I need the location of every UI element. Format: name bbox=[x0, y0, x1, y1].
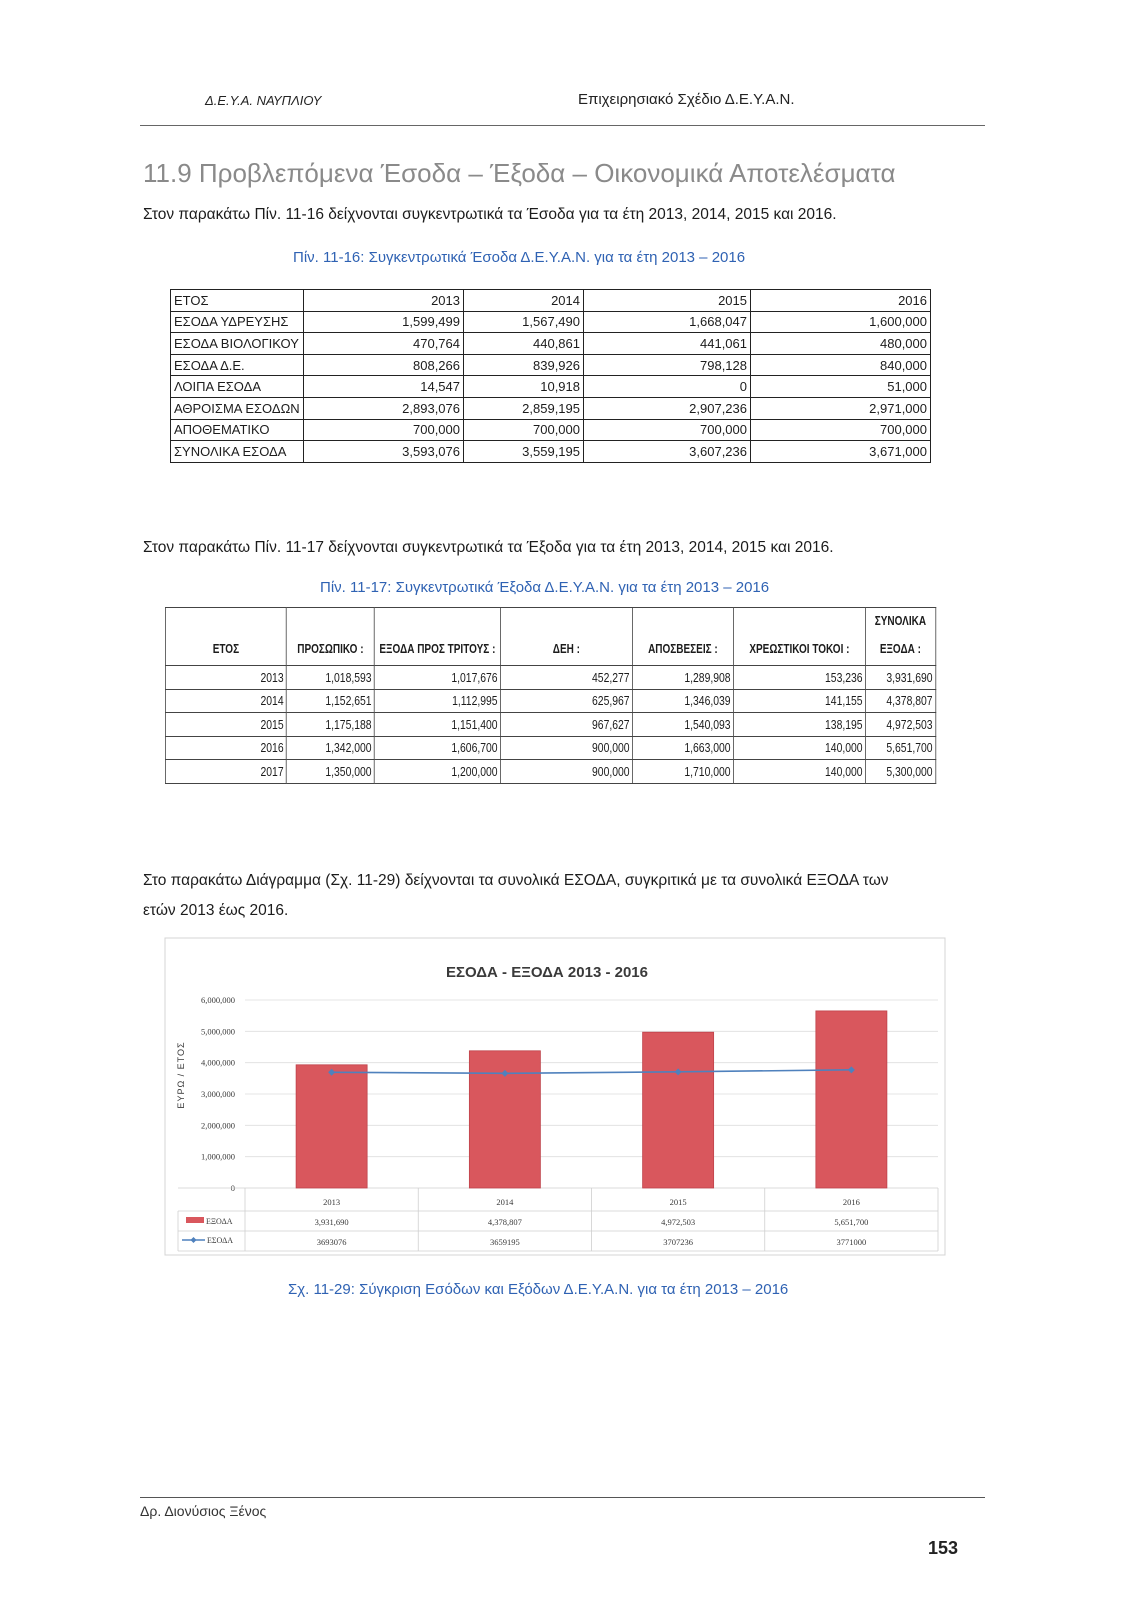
revenue-table-row bbox=[171, 419, 931, 441]
value-cell: 2,859,195 bbox=[464, 397, 584, 419]
total-cell: 3,931,690 bbox=[865, 666, 935, 690]
value-cell: 1,342,000 bbox=[286, 736, 374, 760]
y-tick-label: 0 bbox=[230, 1183, 235, 1193]
revenue-expense-chart bbox=[160, 935, 950, 1260]
expense-table-header-row bbox=[165, 608, 935, 666]
value-cell: 440,861 bbox=[464, 333, 584, 355]
value-cell: 1,289,908 bbox=[632, 666, 733, 690]
value-cell: 3,559,195 bbox=[464, 441, 584, 463]
y-tick-label: 6,000,000 bbox=[201, 995, 235, 1005]
year-cell: 2016 bbox=[165, 736, 286, 760]
expense-bar-2013 bbox=[296, 1065, 367, 1188]
value-cell: 1,151,400 bbox=[374, 713, 500, 737]
expense-value-label: 5,651,700 bbox=[834, 1217, 869, 1227]
footer-author: Δρ. Διονύσιος Ξένος bbox=[140, 1503, 267, 1519]
value-cell: 900,000 bbox=[500, 736, 632, 760]
page-number: 153 bbox=[928, 1538, 959, 1558]
value-cell: 1,600,000 bbox=[751, 311, 931, 333]
legend-income-label: ΕΣΟΔΑ bbox=[207, 1236, 234, 1245]
year-header: 2015 bbox=[584, 290, 751, 312]
revenue-table-row bbox=[171, 333, 931, 355]
column-header-total-line1: ΣΥΝΟΛΙΚΑ bbox=[874, 614, 927, 628]
y-tick-label: 5,000,000 bbox=[201, 1026, 235, 1037]
value-cell: 700,000 bbox=[304, 419, 464, 441]
value-cell: 1,606,700 bbox=[374, 736, 500, 760]
chart-intro-line-2: ετών 2013 έως 2016. bbox=[143, 902, 289, 919]
column-header-interest: ΧΡΕΩΣΤΙΚΟΙ ΤΟΚΟΙ : bbox=[733, 608, 865, 666]
value-cell: 140,000 bbox=[733, 760, 865, 784]
year-cell: 2017 bbox=[165, 760, 286, 784]
expense-table-row bbox=[165, 713, 935, 737]
row-label: ΕΤΟΣ bbox=[171, 290, 304, 312]
revenue-table-row bbox=[171, 397, 931, 419]
revenue-table-row bbox=[171, 311, 931, 333]
row-label: ΣΥΝΟΛΙΚΑ ΕΣΟΔΑ bbox=[171, 441, 304, 463]
total-cell: 4,378,807 bbox=[865, 689, 935, 713]
header-document-title: Επιχειρησιακό Σχέδιο Δ.Ε.Υ.Α.Ν. bbox=[578, 91, 795, 108]
value-cell: 1,152,651 bbox=[286, 689, 374, 713]
column-header-power-utility: ΔΕΗ : bbox=[500, 608, 632, 666]
value-cell: 840,000 bbox=[751, 354, 931, 376]
value-cell: 967,627 bbox=[500, 713, 632, 737]
value-cell: 700,000 bbox=[751, 419, 931, 441]
value-cell: 700,000 bbox=[464, 419, 584, 441]
figure-caption: Σχ. 11-29: Σύγκριση Εσόδων και Εξόδων Δ.Ε.Υ.Α.Ν. για τα έτη 2013 – 2016 bbox=[288, 1281, 789, 1298]
value-cell: 10,918 bbox=[464, 376, 584, 398]
y-tick-label: 3,000,000 bbox=[201, 1089, 235, 1099]
value-cell: 798,128 bbox=[584, 354, 751, 376]
value-cell: 1,112,995 bbox=[374, 689, 500, 713]
revenue-intro-paragraph: Στον παρακάτω Πίν. 11-16 δείχνονται συγκεντρωτικά τα Έσοδα για τα έτη 2013, 2014, 2015 και 2016. bbox=[143, 206, 837, 223]
expense-table-row bbox=[165, 666, 935, 690]
value-cell: 1,710,000 bbox=[632, 760, 733, 784]
value-cell: 839,926 bbox=[464, 354, 584, 376]
value-cell: 2,893,076 bbox=[304, 397, 464, 419]
revenue-table-row bbox=[171, 376, 931, 398]
y-tick-label: 1,000,000 bbox=[201, 1151, 235, 1162]
value-cell: 441,061 bbox=[584, 333, 751, 355]
value-cell: 51,000 bbox=[751, 376, 931, 398]
row-label: ΕΣΟΔΑ Δ.Ε. bbox=[171, 354, 304, 376]
expense-table-row bbox=[165, 736, 935, 760]
income-value-label: 3707236 bbox=[663, 1237, 693, 1247]
category-label: 2014 bbox=[496, 1197, 514, 1207]
expense-table-row bbox=[165, 760, 935, 784]
y-tick-label: 4,000,000 bbox=[201, 1057, 235, 1068]
value-cell: 141,155 bbox=[733, 689, 865, 713]
revenue-table-caption: Πίν. 11-16: Συγκεντρωτικά Έσοδα Δ.Ε.Υ.Α.Ν. για τα έτη 2013 – 2016 bbox=[293, 249, 746, 266]
row-label: ΑΘΡΟΙΣΜΑ ΕΣΟΔΩΝ bbox=[171, 397, 304, 419]
value-cell: 1,175,188 bbox=[286, 713, 374, 737]
expense-value-label: 4,378,807 bbox=[487, 1217, 522, 1227]
value-cell: 1,200,000 bbox=[374, 760, 500, 784]
column-header-depreciation: ΑΠΟΣΒΕΣΕΙΣ : bbox=[632, 608, 733, 666]
value-cell: 140,000 bbox=[733, 736, 865, 760]
year-header: 2014 bbox=[464, 290, 584, 312]
revenue-table bbox=[170, 289, 931, 463]
y-tick-label: 2,000,000 bbox=[201, 1120, 235, 1131]
value-cell: 452,277 bbox=[500, 666, 632, 690]
value-cell: 3,671,000 bbox=[751, 441, 931, 463]
value-cell: 1,350,000 bbox=[286, 760, 374, 784]
value-cell: 625,967 bbox=[500, 689, 632, 713]
footer-divider bbox=[140, 1497, 985, 1498]
value-cell: 480,000 bbox=[751, 333, 931, 355]
legend-expense-swatch bbox=[186, 1217, 204, 1223]
income-value-label: 3659195 bbox=[490, 1237, 520, 1247]
value-cell: 1,540,093 bbox=[632, 713, 733, 737]
expense-bar-2016 bbox=[816, 1011, 887, 1188]
expense-value-label: 3,931,690 bbox=[314, 1217, 349, 1227]
value-cell: 153,236 bbox=[733, 666, 865, 690]
value-cell: 138,195 bbox=[733, 713, 865, 737]
row-label: ΑΠΟΘΕΜΑΤΙΚΟ bbox=[171, 419, 304, 441]
chart-title: ΕΣΟΔΑ - ΕΞΟΔΑ 2013 - 2016 bbox=[446, 964, 648, 981]
value-cell: 1,668,047 bbox=[584, 311, 751, 333]
revenue-table-header-row bbox=[171, 290, 931, 312]
total-cell: 4,972,503 bbox=[865, 713, 935, 737]
year-cell: 2015 bbox=[165, 713, 286, 737]
header-divider bbox=[140, 125, 985, 126]
total-cell: 5,651,700 bbox=[865, 736, 935, 760]
column-header-personnel: ΠΡΟΣΩΠΙΚΟ : bbox=[286, 608, 374, 666]
section-title: 11.9 Προβλεπόμενα Έσοδα – Έξοδα – Οικονομικά Αποτελέσματα bbox=[143, 158, 896, 188]
category-label: 2015 bbox=[669, 1197, 687, 1207]
value-cell: 14,547 bbox=[304, 376, 464, 398]
expense-table-row bbox=[165, 689, 935, 713]
expense-value-label: 4,972,503 bbox=[661, 1217, 696, 1227]
category-label: 2016 bbox=[842, 1197, 860, 1207]
value-cell: 700,000 bbox=[584, 419, 751, 441]
column-header-third-party-expenses: ΕΞΟΔΑ ΠΡΟΣ ΤΡΙΤΟΥΣ : bbox=[374, 608, 500, 666]
value-cell: 0 bbox=[584, 376, 751, 398]
value-cell: 900,000 bbox=[500, 760, 632, 784]
column-header-total-expenses bbox=[865, 608, 935, 666]
value-cell: 1,017,676 bbox=[374, 666, 500, 690]
expense-intro-paragraph: Στον παρακάτω Πίν. 11-17 δείχνονται συγκεντρωτικά τα Έξοδα για τα έτη 2013, 2014, 2015 και 2016. bbox=[143, 539, 834, 556]
year-cell: 2014 bbox=[165, 689, 286, 713]
value-cell: 1,567,490 bbox=[464, 311, 584, 333]
column-header-year: ΕΤΟΣ bbox=[165, 608, 286, 666]
category-label: 2013 bbox=[323, 1197, 341, 1207]
value-cell: 2,907,236 bbox=[584, 397, 751, 419]
income-value-label: 3771000 bbox=[836, 1237, 867, 1247]
value-cell: 1,599,499 bbox=[304, 311, 464, 333]
value-cell: 1,018,593 bbox=[286, 666, 374, 690]
total-cell: 5,300,000 bbox=[865, 760, 935, 784]
column-header-total-line2: ΕΞΟΔΑ : bbox=[879, 642, 921, 656]
value-cell: 1,346,039 bbox=[632, 689, 733, 713]
value-cell: 808,266 bbox=[304, 354, 464, 376]
legend-expense-label: ΕΞΟΔΑ bbox=[206, 1217, 233, 1226]
income-value-label: 3693076 bbox=[316, 1237, 347, 1247]
value-cell: 3,593,076 bbox=[304, 441, 464, 463]
value-cell: 1,663,000 bbox=[632, 736, 733, 760]
row-label: ΛΟΙΠΑ ΕΣΟΔΑ bbox=[171, 376, 304, 398]
y-axis-label: ΕΥΡΩ / ΕΤΟΣ bbox=[176, 1041, 186, 1109]
value-cell: 3,607,236 bbox=[584, 441, 751, 463]
year-cell: 2013 bbox=[165, 666, 286, 690]
year-header: 2013 bbox=[304, 290, 464, 312]
expense-table bbox=[165, 607, 936, 784]
year-header: 2016 bbox=[751, 290, 931, 312]
header-organization: Δ.Ε.Υ.Α. ΝΑΥΠΛΙΟΥ bbox=[205, 93, 322, 108]
row-label: ΕΣΟΔΑ ΥΔΡΕΥΣΗΣ bbox=[171, 311, 304, 333]
expense-table-caption: Πίν. 11-17: Συγκεντρωτικά Έξοδα Δ.Ε.Υ.Α.Ν. για τα έτη 2013 – 2016 bbox=[320, 579, 770, 596]
chart-intro-line-1: Στο παρακάτω Διάγραμμα (Σχ. 11-29) δείχνονται τα συνολικά ΕΣΟΔΑ, συγκριτικά με τα συνολικά ΕΞΟΔΑ των bbox=[143, 872, 889, 889]
revenue-table-row bbox=[171, 354, 931, 376]
value-cell: 2,971,000 bbox=[751, 397, 931, 419]
value-cell: 470,764 bbox=[304, 333, 464, 355]
revenue-table-row bbox=[171, 441, 931, 463]
row-label: ΕΣΟΔΑ ΒΙΟΛΟΓΙΚΟΥ bbox=[171, 333, 304, 355]
expense-bar-2015 bbox=[643, 1032, 714, 1188]
